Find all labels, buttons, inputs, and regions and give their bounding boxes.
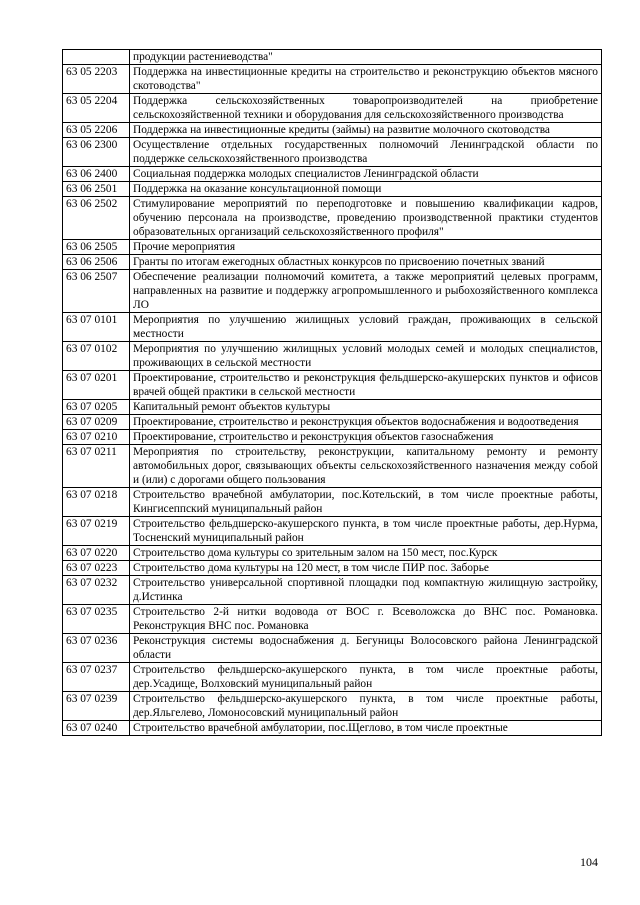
table-row — [63, 313, 602, 342]
row-description: Строительство дома культуры на 120 мест, в том числе ПИР пос. Заборье — [130, 561, 602, 576]
table-row — [63, 576, 602, 605]
row-code: 63 06 2300 — [63, 138, 130, 167]
row-code: 63 07 0201 — [63, 371, 130, 400]
row-description: Прочие мероприятия — [130, 240, 602, 255]
row-description: Строительство 2-й нитки водовода от ВОС г. Всеволожска до ВНС пос. Романовка. Реконструкция ВНС пос. Романовка — [130, 605, 602, 634]
row-description: Поддержка сельскохозяйственных товаропроизводителей на приобретение сельскохозяйственной техники и оборудования для сельскохозяйственного производства — [130, 94, 602, 123]
row-description: Мероприятия по улучшению жилищных условий граждан, проживающих в сельской местности — [130, 313, 602, 342]
row-code: 63 06 2506 — [63, 255, 130, 270]
row-description: продукции растениеводства" — [130, 50, 602, 65]
row-code: 63 07 0211 — [63, 445, 130, 488]
row-code: 63 05 2204 — [63, 94, 130, 123]
row-code: 63 06 2505 — [63, 240, 130, 255]
row-code: 63 07 0237 — [63, 663, 130, 692]
row-description: Гранты по итогам ежегодных областных конкурсов по присвоению почетных званий — [130, 255, 602, 270]
row-description: Поддержка на инвестиционные кредиты (займы) на развитие молочного скотоводства — [130, 123, 602, 138]
table-row — [63, 430, 602, 445]
row-code: 63 07 0240 — [63, 721, 130, 736]
table-row — [63, 634, 602, 663]
table-row — [63, 123, 602, 138]
table-row — [63, 663, 602, 692]
row-code: 63 06 2400 — [63, 167, 130, 182]
row-description: Проектирование, строительство и реконструкция объектов водоснабжения и водоотведения — [130, 415, 602, 430]
row-description: Строительство фельдшерско-акушерского пункта, в том числе проектные работы, дер.Усадище, Волховский муниципальный район — [130, 663, 602, 692]
row-code: 63 05 2203 — [63, 65, 130, 94]
row-description: Реконструкция системы водоснабжения д. Бегуницы Волосовского района Ленинградской области — [130, 634, 602, 663]
row-code: 63 07 0102 — [63, 342, 130, 371]
row-description: Строительство универсальной спортивной площадки под компактную жилищную застройку, д.Истинка — [130, 576, 602, 605]
row-description: Обеспечение реализации полномочий комитета, а также мероприятий целевых программ, направленных на развитие и поддержку агропромышленного и рыбохозяйственного комплекса ЛО — [130, 270, 602, 313]
table-row — [63, 138, 602, 167]
row-code: 63 06 2501 — [63, 182, 130, 197]
row-code: 63 07 0236 — [63, 634, 130, 663]
row-description: Стимулирование мероприятий по переподготовке и повышению квалификации кадров, обучению персонала на производстве, проведению производственной практики студентов образовательных организаций сельскохозяйственного профиля" — [130, 197, 602, 240]
table-row — [63, 255, 602, 270]
row-description: Осуществление отдельных государственных полномочий Ленинградской области по поддержке сельскохозяйственного производства — [130, 138, 602, 167]
table-row — [63, 546, 602, 561]
row-description: Поддержка на оказание консультационной помощи — [130, 182, 602, 197]
row-code: 63 07 0239 — [63, 692, 130, 721]
row-description: Строительство дома культуры со зрительным залом на 150 мест, пос.Курск — [130, 546, 602, 561]
table-row — [63, 50, 602, 65]
budget-code-table — [62, 49, 602, 736]
row-code: 63 06 2502 — [63, 197, 130, 240]
row-description: Строительство фельдшерско-акушерского пункта, в том числе проектные работы, дер.Нурма, Тосненский муниципальный район — [130, 517, 602, 546]
row-code: 63 07 0209 — [63, 415, 130, 430]
page-number: 104 — [580, 855, 598, 869]
row-code: 63 07 0205 — [63, 400, 130, 415]
row-code: 63 07 0232 — [63, 576, 130, 605]
table-row — [63, 517, 602, 546]
row-description: Строительство врачебной амбулатории, пос.Котельский, в том числе проектные работы, Кингисеппский муниципальный район — [130, 488, 602, 517]
row-description: Проектирование, строительство и реконструкция объектов газоснабжения — [130, 430, 602, 445]
row-code — [63, 50, 130, 65]
row-code: 63 07 0219 — [63, 517, 130, 546]
row-code: 63 07 0218 — [63, 488, 130, 517]
table-row — [63, 197, 602, 240]
row-code: 63 07 0210 — [63, 430, 130, 445]
table-row — [63, 371, 602, 400]
row-description: Проектирование, строительство и реконструкция фельдшерско-акушерских пунктов и офисов врачей общей практики в сельской местности — [130, 371, 602, 400]
row-description: Социальная поддержка молодых специалистов Ленинградской области — [130, 167, 602, 182]
row-code: 63 05 2206 — [63, 123, 130, 138]
table-row — [63, 561, 602, 576]
table-row — [63, 167, 602, 182]
table-row — [63, 445, 602, 488]
table-row — [63, 240, 602, 255]
table-row — [63, 270, 602, 313]
row-description: Поддержка на инвестиционные кредиты на строительство и реконструкцию объектов мясного скотоводства" — [130, 65, 602, 94]
row-description: Строительство фельдшерско-акушерского пункта, в том числе проектные работы, дер.Яльгелево, Ломоносовский муниципальный район — [130, 692, 602, 721]
row-description: Строительство врачебной амбулатории, пос.Щеглово, в том числе проектные — [130, 721, 602, 736]
table-row — [63, 692, 602, 721]
table-row — [63, 400, 602, 415]
table-row — [63, 488, 602, 517]
row-code: 63 07 0235 — [63, 605, 130, 634]
table-row — [63, 342, 602, 371]
table-row — [63, 182, 602, 197]
row-code: 63 06 2507 — [63, 270, 130, 313]
table-row — [63, 605, 602, 634]
row-code: 63 07 0223 — [63, 561, 130, 576]
table-row — [63, 721, 602, 736]
table-body — [63, 50, 602, 736]
table-row — [63, 65, 602, 94]
row-description: Капитальный ремонт объектов культуры — [130, 400, 602, 415]
row-description: Мероприятия по улучшению жилищных условий молодых семей и молодых специалистов, проживающих в сельской местности — [130, 342, 602, 371]
row-description: Мероприятия по строительству, реконструкции, капитальному ремонту и ремонту автомобильных дорог, связывающих объекты сельскохозяйственного назначения между собой и (или) с дорогами общего пользования — [130, 445, 602, 488]
table-row — [63, 94, 602, 123]
row-code: 63 07 0220 — [63, 546, 130, 561]
table-row — [63, 415, 602, 430]
row-code: 63 07 0101 — [63, 313, 130, 342]
